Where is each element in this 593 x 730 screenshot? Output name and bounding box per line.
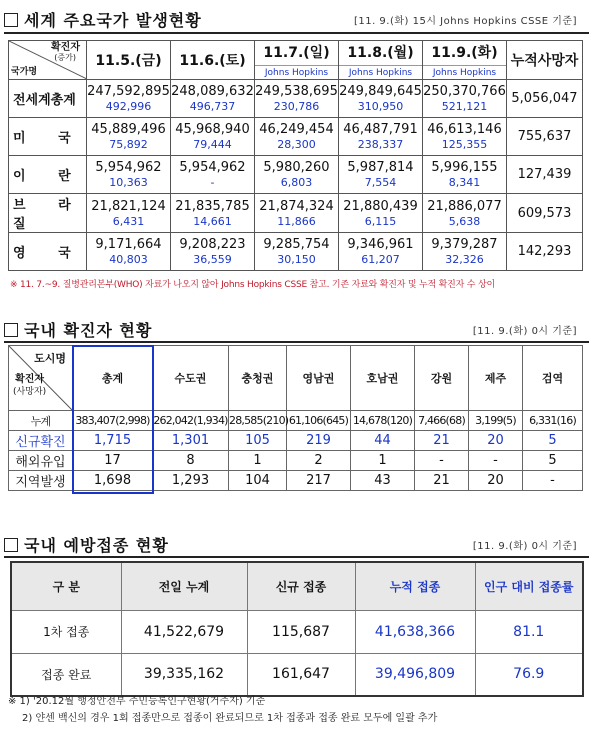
col-header-jeju: 제주 [469, 346, 523, 411]
world-footnote: ※ 11. 7.~9. 질병관리본부(WHO) 자료가 나오지 않아 Johns Hopkins CSSE 참고. 기존 자료와 확진자 및 누적 확진자 수 상이 [10, 280, 495, 290]
cumulative-value: 21,835,785 [175, 198, 250, 214]
country-value-cell [339, 80, 423, 118]
domestic-cell: 1,715 [73, 431, 153, 451]
increase-value: 36,559 [193, 253, 232, 266]
country-value-cell [339, 118, 423, 156]
col-header-capital: 수도권 [153, 346, 229, 411]
country-name: 전세계총계 [9, 80, 87, 118]
increase-value: 75,892 [109, 138, 148, 151]
diag-label-increase: (증가) [54, 53, 76, 62]
cumulative-value: 248,089,632 [171, 84, 254, 99]
cumulative-value: 247,592,895 [87, 84, 170, 99]
domestic-cell: 21 [415, 471, 469, 491]
cumulative-value: 21,880,439 [343, 198, 418, 214]
vac-cell: 76.9 [475, 653, 583, 696]
deaths-value: 127,439 [507, 156, 583, 194]
country-row [9, 194, 583, 233]
domestic-cell: - [415, 451, 469, 471]
increase-value: 11,866 [277, 214, 316, 228]
country-name: 영 국 [9, 233, 87, 271]
diag-label-line2: (사망자) [13, 387, 47, 397]
increase-value: 6,431 [112, 214, 145, 228]
domestic-cell: - [469, 451, 523, 471]
domestic-cell: 1 [229, 451, 287, 471]
date-header-1: 11.6.(토) [171, 41, 255, 80]
cumulative-value: 249,538,695 [255, 84, 338, 99]
domestic-cell: 20 [469, 471, 523, 491]
domestic-row-label: 해외유입 [9, 451, 73, 471]
checkbox-square-icon [4, 323, 18, 337]
country-row [9, 233, 583, 271]
domestic-cell: 14,678(120) [351, 411, 415, 431]
country-value-cell [171, 118, 255, 156]
vac-header-cumulative: 누적 접종 [355, 562, 475, 610]
diag-label-country: 국가명 [11, 67, 38, 77]
header-diagonal-cell [9, 41, 87, 80]
world-section-header [4, 8, 202, 31]
domestic-row-label: 지역발생 [9, 471, 73, 491]
col-header-honam: 호남권 [351, 346, 415, 411]
vac-cell: 161,647 [247, 653, 355, 696]
country-value-cell [423, 233, 507, 271]
cumulative-value: 46,249,454 [259, 122, 334, 137]
increase-value: 79,444 [193, 138, 232, 151]
country-value-cell [423, 156, 507, 194]
cumulative-value: 9,346,961 [347, 237, 414, 252]
domestic-cell: 219 [287, 431, 351, 451]
cumulative-value: 45,968,940 [175, 122, 250, 137]
vaccination-table [10, 561, 584, 697]
cumulative-value: 250,370,766 [423, 84, 506, 99]
vac-cell: 115,687 [247, 610, 355, 653]
deaths-value: 5,056,047 [507, 80, 583, 118]
vaccination-section-note: [11. 9.(화) 0시 기준] [472, 541, 577, 552]
increase-value: 230,786 [273, 100, 320, 113]
domestic-section-title: 국내 확진자 현황 [24, 321, 153, 340]
domestic-section-header [4, 318, 152, 341]
country-value-cell [255, 233, 339, 271]
cumulative-value: 21,874,324 [259, 198, 334, 214]
checkbox-square-icon [4, 13, 18, 27]
deaths-value: 609,573 [507, 194, 583, 233]
domestic-row-label: 신규확진 [9, 431, 73, 451]
domestic-cell: 5 [523, 431, 583, 451]
col-header-quarantine: 검역 [523, 346, 583, 411]
country-row [9, 80, 583, 118]
source-label: Johns Hopkins [423, 65, 506, 79]
date-header-0: 11.5.(금) [87, 41, 171, 80]
domestic-row [9, 411, 583, 431]
cumulative-value: 9,171,664 [95, 237, 162, 252]
domestic-row [9, 451, 583, 471]
country-value-cell [171, 156, 255, 194]
domestic-cell: 383,407(2,998) [73, 411, 153, 431]
world-status-table [8, 40, 583, 271]
source-label: Johns Hopkins [339, 65, 422, 79]
cumulative-value: 5,980,260 [263, 160, 330, 175]
vac-cell: 41,522,679 [121, 610, 247, 653]
col-header-chungcheong: 충청권 [229, 346, 287, 411]
vac-cell: 39,335,162 [121, 653, 247, 696]
increase-value: 521,121 [441, 100, 488, 113]
increase-value: 5,638 [448, 214, 481, 228]
date-header-3 [339, 41, 423, 80]
vac-header-rate: 인구 대비 접종률 [475, 562, 583, 610]
world-section-note: [11. 9.(화) 15시 Johns Hopkins CSSE 기준] [353, 16, 577, 27]
increase-value: 32,326 [445, 253, 484, 266]
domestic-row [9, 431, 583, 451]
country-value-cell [87, 156, 171, 194]
domestic-cell: 44 [351, 431, 415, 451]
diag-label-city: 도시명 [34, 352, 66, 365]
country-name: 브 라 질 [9, 194, 87, 233]
increase-value: 310,950 [357, 100, 404, 113]
domestic-cell: 262,042(1,934) [153, 411, 229, 431]
checkbox-square-icon [4, 538, 18, 552]
country-value-cell [87, 233, 171, 271]
country-value-cell [255, 80, 339, 118]
country-value-cell [87, 194, 171, 233]
cumulative-value: 9,379,287 [431, 237, 498, 252]
domestic-cell: 8 [153, 451, 229, 471]
country-value-cell [171, 233, 255, 271]
cumulative-value: 46,487,791 [343, 122, 418, 137]
increase-value: 238,337 [357, 138, 404, 151]
domestic-cell: 1 [351, 451, 415, 471]
country-value-cell [255, 118, 339, 156]
domestic-cell: 1,698 [73, 471, 153, 491]
vaccination-section-title: 국내 예방접종 현황 [24, 536, 169, 555]
domestic-status-table [8, 345, 583, 491]
country-row [9, 118, 583, 156]
cumulative-value: 21,821,124 [91, 198, 166, 214]
domestic-section-divider [4, 341, 589, 343]
date-header-4 [423, 41, 507, 80]
cumulative-value: 5,996,155 [431, 160, 498, 175]
increase-value: 496,737 [189, 100, 236, 113]
increase-value: 6,803 [280, 176, 313, 189]
cumulative-value: 45,889,496 [91, 122, 166, 137]
country-value-cell [87, 80, 171, 118]
country-value-cell [255, 194, 339, 233]
cumulative-value: 46,613,146 [427, 122, 502, 137]
increase-value: 30,150 [277, 253, 316, 266]
country-value-cell [423, 194, 507, 233]
vac-cell: 41,638,366 [355, 610, 475, 653]
country-value-cell [171, 194, 255, 233]
vaccination-section-header [4, 533, 169, 556]
domestic-cell: 6,331(16) [523, 411, 583, 431]
domestic-cell: 61,106(645) [287, 411, 351, 431]
cumulative-value: 249,849,645 [339, 84, 422, 99]
deaths-header: 누적사망자 [507, 41, 583, 80]
increase-value: 125,355 [441, 138, 488, 151]
cumulative-value: 5,987,814 [347, 160, 414, 175]
domestic-cell: 3,199(5) [469, 411, 523, 431]
country-value-cell [255, 156, 339, 194]
vaccination-note-1: ※ 1) '20.12월 행정안전부 주민등록인구현황(거주자) 기준 [8, 696, 266, 707]
domestic-cell: 2 [287, 451, 351, 471]
world-section-divider [4, 32, 589, 34]
source-label: Johns Hopkins [255, 65, 338, 79]
vaccination-note-2: 2) 얀센 백신의 경우 1회 접종만으로 접종이 완료되므로 1차 접종과 접종 완료 모두에 일괄 추가 [22, 713, 438, 724]
cumulative-value: 9,208,223 [179, 237, 246, 252]
country-value-cell [339, 156, 423, 194]
country-value-cell [423, 80, 507, 118]
domestic-cell: 217 [287, 471, 351, 491]
cumulative-value: 5,954,962 [179, 160, 246, 175]
diag-label-confirmed [13, 374, 46, 398]
vac-header-category: 구 분 [11, 562, 121, 610]
increase-value: 61,207 [361, 253, 400, 266]
domestic-cell: 1,301 [153, 431, 229, 451]
increase-value: 8,341 [448, 176, 481, 189]
country-name: 미 국 [9, 118, 87, 156]
vac-cell: 81.1 [475, 610, 583, 653]
col-header-yeongnam: 영남권 [287, 346, 351, 411]
domestic-cell: 7,466(68) [415, 411, 469, 431]
increase-value: 492,996 [105, 100, 152, 113]
domestic-row-label: 누계 [9, 411, 73, 431]
header-diagonal-cell [9, 346, 73, 411]
domestic-cell: 28,585(210) [229, 411, 287, 431]
date-header-label: 11.8.(월) [347, 45, 414, 61]
domestic-cell: 43 [351, 471, 415, 491]
increase-value: 14,661 [193, 214, 232, 228]
country-row [9, 156, 583, 194]
country-value-cell [339, 194, 423, 233]
domestic-cell: 105 [229, 431, 287, 451]
cumulative-value: 5,954,962 [95, 160, 162, 175]
deaths-value: 755,637 [507, 118, 583, 156]
vac-header-prev-total: 전일 누계 [121, 562, 247, 610]
increase-value: - [210, 176, 215, 189]
country-value-cell [423, 118, 507, 156]
vac-header-new: 신규 접종 [247, 562, 355, 610]
vaccination-section-divider [4, 556, 589, 558]
domestic-cell: 17 [73, 451, 153, 471]
diag-label-confirmed: 확진자 [51, 42, 80, 53]
country-value-cell [171, 80, 255, 118]
date-header-label: 11.9.(화) [431, 45, 498, 61]
domestic-cell: 104 [229, 471, 287, 491]
date-header-label: 11.7.(일) [263, 45, 330, 61]
date-header-2 [255, 41, 339, 80]
deaths-value: 142,293 [507, 233, 583, 271]
cumulative-value: 9,285,754 [263, 237, 330, 252]
country-value-cell [339, 233, 423, 271]
domestic-cell: 1,293 [153, 471, 229, 491]
increase-value: 10,363 [109, 176, 148, 189]
increase-value: 7,554 [364, 176, 397, 189]
increase-value: 6,115 [364, 214, 397, 228]
cumulative-value: 21,886,077 [427, 198, 502, 214]
vac-row-label: 1차 접종 [11, 610, 121, 653]
country-name: 이 란 [9, 156, 87, 194]
vac-row-label: 접종 완료 [11, 653, 121, 696]
domestic-cell: 5 [523, 451, 583, 471]
domestic-section-note: [11. 9.(화) 0시 기준] [472, 326, 577, 337]
world-section-title: 세계 주요국가 발생현황 [24, 11, 202, 30]
col-header-total: 총계 [73, 346, 153, 411]
domestic-cell: 21 [415, 431, 469, 451]
domestic-cell: - [523, 471, 583, 491]
diag-label-line1: 확진자 [15, 374, 45, 385]
country-value-cell [87, 118, 171, 156]
domestic-row [9, 471, 583, 491]
vac-cell: 39,496,809 [355, 653, 475, 696]
col-header-gangwon: 강원 [415, 346, 469, 411]
domestic-cell: 20 [469, 431, 523, 451]
increase-value: 28,300 [277, 138, 316, 151]
increase-value: 40,803 [109, 253, 148, 266]
